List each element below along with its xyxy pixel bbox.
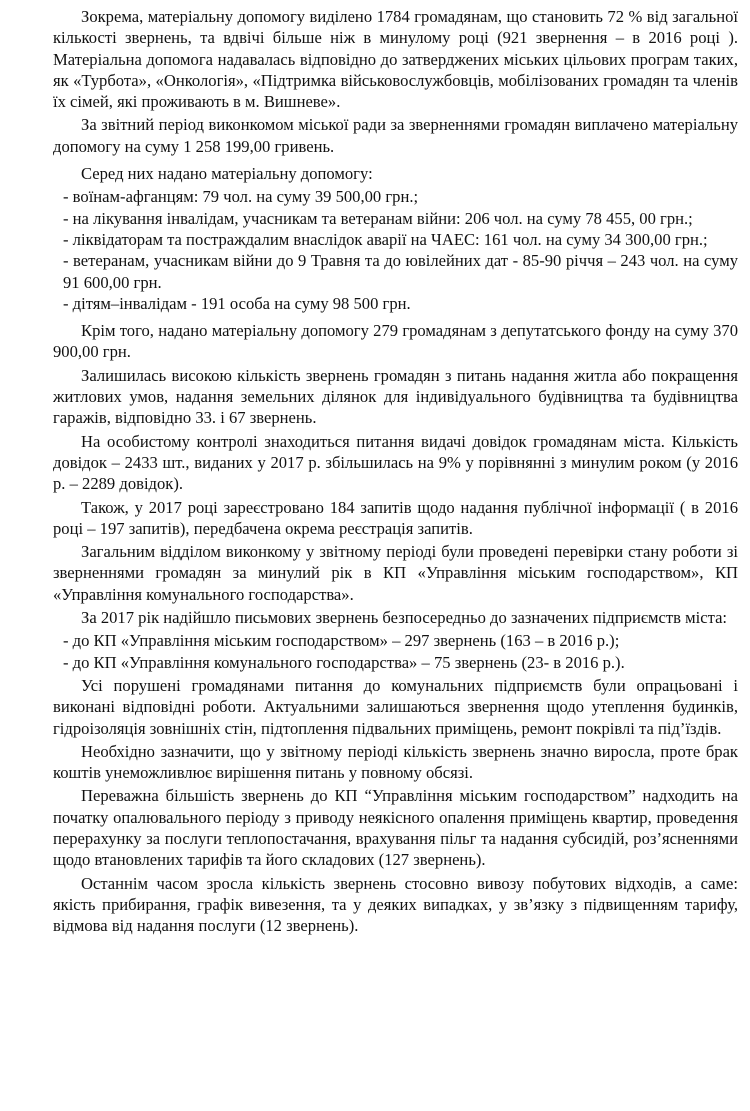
list-item: - ветеранам, учасникам війни до 9 Травня та до ювілейних дат - 85-90 річчя – 243 чол. на суму 91 600,00 грн. [63, 251, 738, 292]
paragraph-public-info: Також, у 2017 році зареєстровано 184 запитів щодо надання публічної інформації ( в 2016 році – 197 запитів), передбачена окрема реєстрація запитів. [53, 497, 738, 538]
paragraph-heating: Переважна більшість звернень до КП “Управління міським господарством” надходить на початку опалювального періоду з приводу неякісного опалення приміщень квартир, проведення перерахунку за послуги теплопостачання, врахування пільг та надання субсидій, роз’ясненнями щодо втановлених тарифів та його складових (127 звернень). [53, 786, 738, 870]
paragraph-growth: Необхідно зазначити, що у звітному періоді кількість звернень значно виросла, проте брак коштів унеможливлює вирішення питань у повному обсязі. [53, 741, 738, 783]
list-item: - на лікування інвалідам, учасникам та ветеранам війни: 206 чол. на суму 78 455, 00 грн.; [63, 208, 693, 228]
enterprise-list [63, 630, 738, 673]
paragraph-aid-total: За звітний період виконкомом міської ради за зверненнями громадян виплачено матеріальну допомогу на суму 1 258 199,00 гривень. [53, 115, 738, 156]
list-item: - до КП «Управління міським господарством» – 297 звернень (163 – в 2016 р.); [63, 631, 620, 651]
list-item: - воїнам-афганцям: 79 чол. на суму 39 500,00 грн.; [63, 187, 419, 207]
paragraph-aid-list-intro: Серед них надано матеріальну допомогу: [81, 164, 373, 184]
paragraph-certificates: На особистому контролі знаходиться питання видачі довідок громадянам міста. Кількість довідок – 2433 шт., виданих у 2017 р. збільшилась на 9% у порівнянні з минулим роком (у 2016 р. – 2289 довідок). [53, 431, 738, 494]
paragraph-inspections: Загальним відділом виконкому у звітному періоді були проведені перевірки стану роботи зі зверненнями громадян за минулий рік в КП «Управління міським господарством», КП «Управління комунального господарства». [53, 542, 738, 604]
paragraph-waste: Останнім часом зросла кількість звернень стосовно вивозу побутових відходів, а саме: якість прибирання, графік вивезення, та у деяких випадках, у зв’язку з підвищенням тарифу, відмова від надання послуги (12 звернень). [53, 873, 738, 936]
paragraph-aid-recipients: Зокрема, матеріальну допомогу виділено 1784 громадянам, що становить 72 % від загальної кількості звернень, та вдвічі більше ніж в минулому році (921 звернення – в 2016 році ). Матеріальна допомога надавалась відповідно до затверджених міських цільових програм таких, як «Турбота», «Онкологія», «Підтримка військовослужбовців, мобілізованих громадян та членів їх сімей, які проживають в м. Вишневе». [53, 7, 738, 112]
paragraph-enterprises: За 2017 рік надійшло письмових звернень безпосередньо до зазначених підприємств міста: [81, 608, 728, 628]
aid-list [63, 186, 738, 314]
list-item: - ліквідаторам та постраждалим внаслідок аварії на ЧАЕС: 161 чол. на суму 34 300,00 грн.; [63, 229, 708, 249]
paragraph-deputy-fund: Крім того, надано матеріальну допомогу 279 громадянам з депутатського фонду на суму 370 900,00 грн. [53, 321, 738, 362]
list-item: - до КП «Управління комунального господарства» – 75 звернень (23- в 2016 р.). [63, 652, 625, 672]
paragraph-housing: Залишилась високою кількість звернень громадян з питань надання житла або покращення житлових умов, надання земельних ділянок для індивідуального будівництва та будівництва гаражів, відповідно 33. і 67 звернень. [53, 365, 738, 428]
paragraph-issues: Усі порушені громадянами питання до комунальних підприємств були опрацьовані і виконані відповідні роботи. Актуальними залишаються звернення щодо утеплення будинків, гідроізоляція зовнішніх стін, підтоплення підвальних приміщень, ремонт покрівлі та під’їздів. [53, 675, 738, 738]
list-item: - дітям–інвалідам - 191 особа на суму 98 500 грн. [63, 293, 411, 313]
